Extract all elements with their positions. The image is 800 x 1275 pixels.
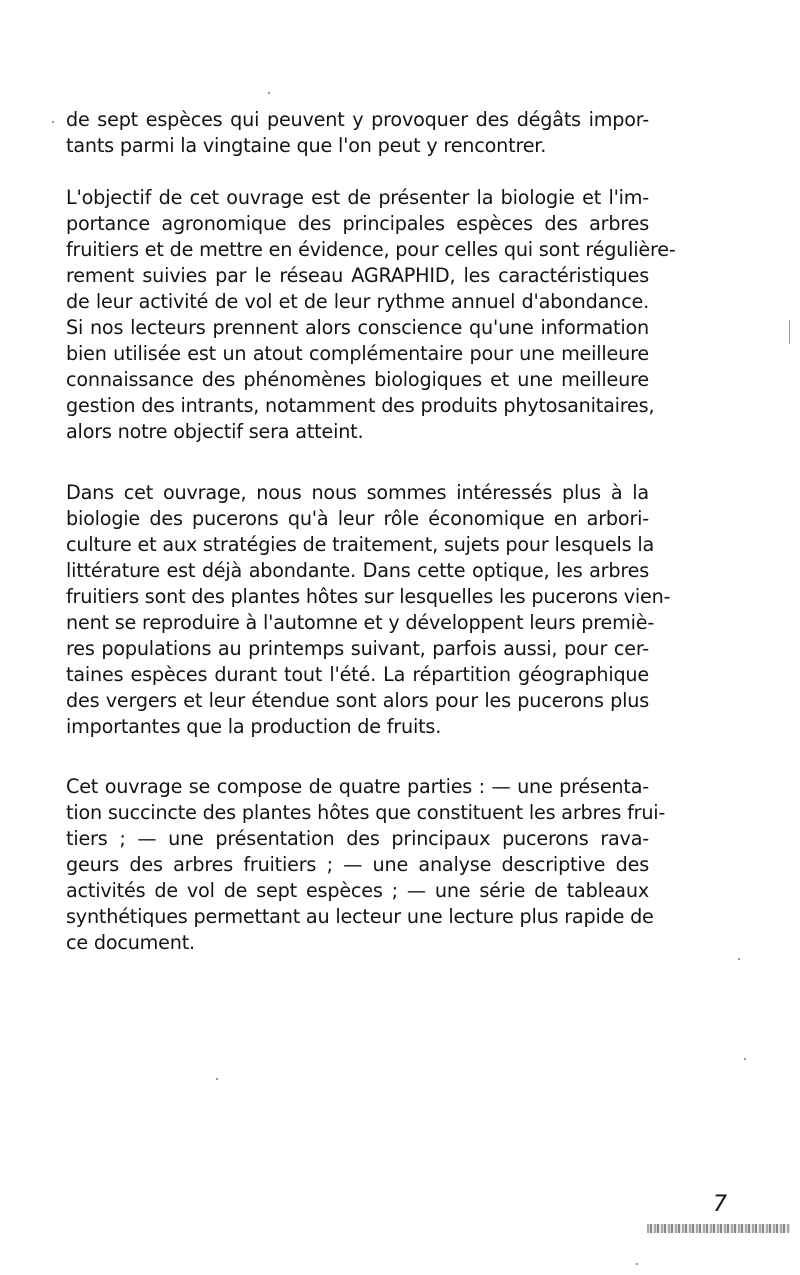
text-line: tiers ; — une présentation des principaux pucerons rava- [66, 827, 649, 850]
page-number: 7 [713, 1192, 727, 1217]
text-line: de sept espèces qui peuvent y provoquer des dégâts impor- [66, 108, 649, 131]
text-line: portance agronomique des principales espèces des arbres [66, 212, 649, 235]
scan-speck [216, 1078, 218, 1080]
text-line: littérature est déjà abondante. Dans cette optique, les arbres [66, 559, 649, 582]
text-line: Si nos lecteurs prennent alors conscience qu'une information [66, 316, 649, 339]
text-line: fruitiers sont des plantes hôtes sur lesquelles les pucerons vien- [66, 585, 671, 608]
paragraph-biology [66, 480, 671, 740]
text-line: rement suivies par le réseau AGRAPHID, les caractéristiques [66, 264, 649, 287]
text-line: activités de vol de sept espèces ; — une série de tableaux [66, 879, 649, 902]
text-line: Cet ouvrage se compose de quatre parties : — une présenta- [66, 775, 649, 798]
text-line: gestion des intrants, notamment des produits phytosanitaires, [66, 394, 655, 417]
paragraph-continuation [66, 107, 649, 159]
text-line: geurs des arbres fruitiers ; — une analyse descriptive des [66, 853, 649, 876]
text-line: des vergers et leur étendue sont alors pour les pucerons plus [66, 689, 649, 712]
text-line: Dans cet ouvrage, nous nous sommes intéressés plus à la [66, 481, 649, 504]
scan-artifact-strip [647, 1224, 790, 1233]
text-line: L'objectif de cet ouvrage est de présenter la biologie et l'im- [66, 186, 649, 209]
text-line: importantes que la production de fruits. [66, 715, 442, 738]
text-line: tants parmi la vingtaine que l'on peut y rencontrer. [66, 134, 547, 157]
text-line: nent se reproduire à l'automne et y développent leurs premiè- [66, 611, 655, 634]
scan-speck [636, 1263, 638, 1265]
scan-speck [744, 1058, 746, 1060]
text-line: ce document. [66, 931, 195, 954]
text-line: fruitiers et de mettre en évidence, pour celles qui sont régulière- [66, 238, 676, 261]
text-line: res populations au printemps suivant, parfois aussi, pour cer- [66, 637, 649, 660]
text-line: de leur activité de vol et de leur rythme annuel d'abondance. [66, 290, 649, 313]
text-line: tion succincte des plantes hôtes que constituent les arbres frui- [66, 801, 666, 824]
scan-speck [268, 92, 270, 94]
text-line: connaissance des phénomènes biologiques et une meilleure [66, 368, 649, 391]
paragraph-structure [66, 774, 666, 956]
text-line: synthétiques permettant au lecteur une lecture plus rapide de [66, 905, 654, 928]
text-line: biologie des pucerons qu'à leur rôle économique en arbori- [66, 507, 649, 530]
text-line: alors notre objectif sera atteint. [66, 420, 364, 443]
text-line: bien utilisée est un atout complémentaire pour une meilleure [66, 342, 649, 365]
scan-speck [52, 121, 54, 123]
text-line: culture et aux stratégies de traitement, sujets pour lesquels la [66, 533, 655, 556]
text-line: taines espèces durant tout l'été. La répartition géographique [66, 663, 649, 686]
paragraph-objective [66, 185, 676, 445]
scan-speck [789, 320, 790, 344]
scan-speck [738, 958, 740, 960]
